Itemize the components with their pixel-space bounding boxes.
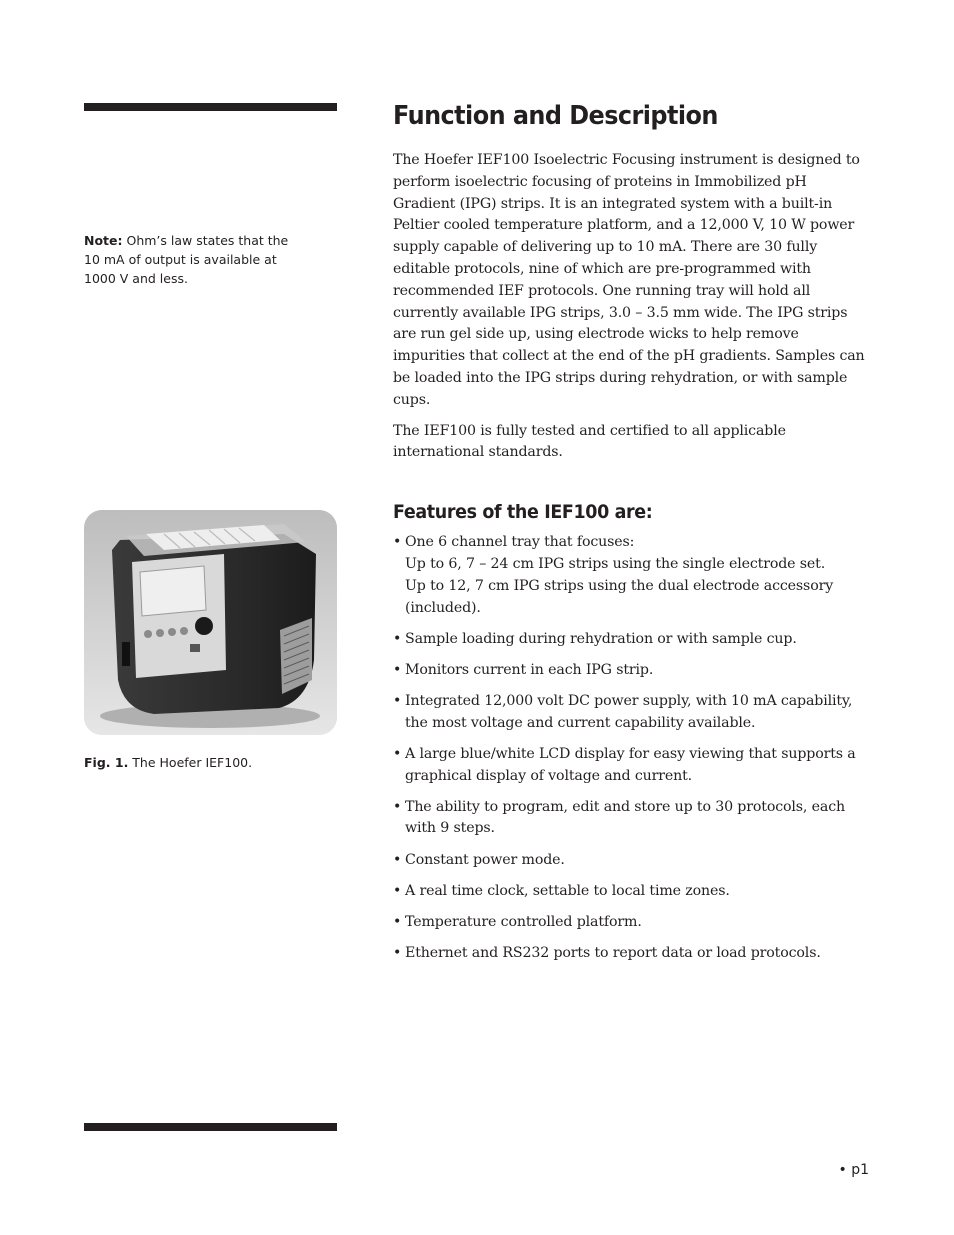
bottom-rule [84, 1123, 337, 1131]
page-title: Function and Description [393, 101, 718, 131]
page-number: • p1 [838, 1162, 869, 1178]
list-item-subline: Up to 6, 7 – 24 cm IPG strips using the single electrode set. [405, 555, 826, 572]
list-item-subline: Up to 12, 7 cm IPG strips using the dual electrode accessory (included). [405, 577, 834, 616]
intro-paragraph: The Hoefer IEF100 Isoelectric Focusing instrument is designed to perform isoelectric focusing of proteins in Immobilized pH Gradient (IPG) strips. It is an integrated system with a built-in Peltier cooled temperature platform, and a 12,000 V, 10 W power supply capable of delivering up to 10 mA. There are 30 fully editable protocols, nine of which are pre-programmed with recommended IEF protocols. One running tray will hold all currently available IPG strips, 3.0 – 3.5 mm wide. The IPG strips are run gel side up, using electrode wicks to help remove impurities that collect at the end of the pH gradients. Samples can be loaded into the IPG strips during rehydration, or with sample cups. [393, 152, 865, 408]
side-note [84, 231, 294, 288]
top-rule [84, 103, 337, 111]
list-item: • The ability to program, edit and store up to 30 protocols, each with 9 steps. [393, 797, 873, 841]
list-item: • Monitors current in each IPG strip. [393, 660, 873, 682]
figure-text: The Hoefer IEF100. [128, 755, 253, 770]
list-item: • Constant power mode. [393, 850, 873, 872]
certification-paragraph: The IEF100 is fully tested and certified to all applicable international standards. [393, 422, 786, 461]
note-text: Ohm’s law states that the 10 mA of output is available at 1000 V and less. [84, 233, 289, 286]
note-label: Note: [84, 233, 123, 248]
instrument-photo [84, 510, 337, 735]
list-item: • A large blue/white LCD display for easy viewing that supports a graphical display of voltage and current. [393, 744, 873, 788]
figure-label: Fig. 1. [84, 755, 129, 770]
figure-caption [84, 754, 337, 772]
list-item: • Sample loading during rehydration or with sample cup. [393, 629, 873, 651]
list-item [393, 532, 873, 619]
list-item: • A real time clock, settable to local time zones. [393, 881, 873, 903]
list-item: • Integrated 12,000 volt DC power supply, with 10 mA capability, the most voltage and current capability available. [393, 691, 873, 735]
list-item: • Ethernet and RS232 ports to report data or load protocols. [393, 943, 873, 965]
features-list [393, 532, 873, 964]
list-item: • Temperature controlled platform. [393, 912, 873, 934]
list-item-text: • One 6 channel tray that focuses: [405, 534, 635, 551]
main-content [393, 96, 873, 974]
features-heading: Features of the IEF100 are: [393, 501, 653, 524]
ief100-instrument-image [84, 510, 337, 735]
